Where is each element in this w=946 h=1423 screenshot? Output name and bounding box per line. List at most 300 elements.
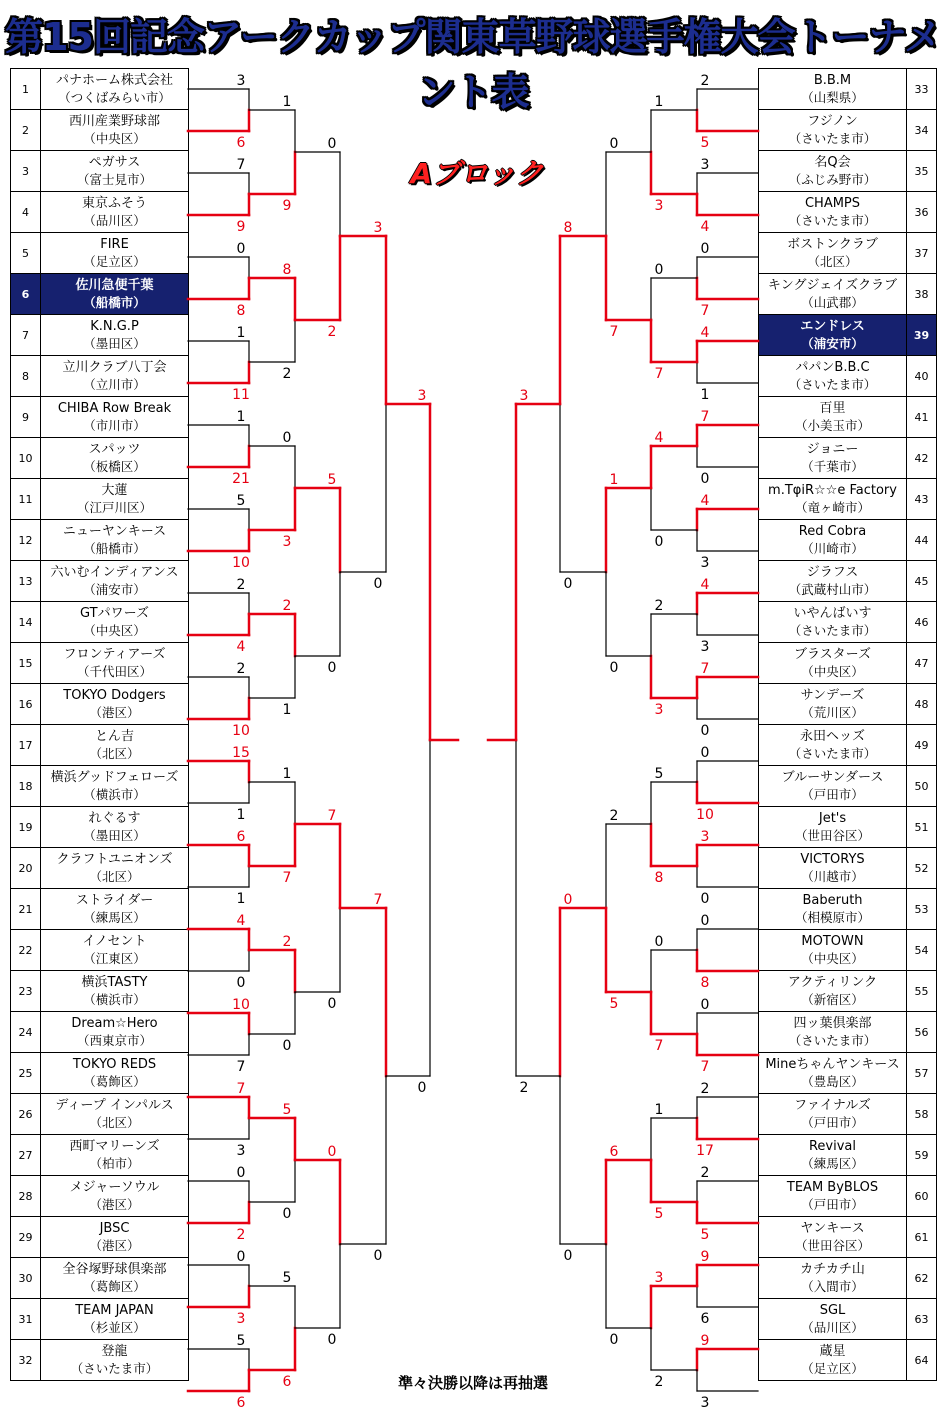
score-label: 2	[282, 934, 292, 950]
score-label: 7	[236, 1059, 246, 1075]
score-label: 2	[700, 1165, 710, 1181]
team-number: 34	[907, 110, 937, 151]
team-name: ストライダー	[75, 893, 154, 908]
team-location: （山梨県）	[801, 90, 864, 105]
team-number: 33	[907, 69, 937, 110]
team-name: キングジェイズクラブ	[767, 278, 898, 293]
team-number: 35	[907, 151, 937, 192]
team-name: K.N.G.P	[90, 319, 139, 334]
score-label: 4	[654, 430, 664, 446]
team-number: 15	[11, 643, 41, 684]
team-location: （さいたま市）	[788, 377, 877, 392]
team-name: Baberuth	[802, 893, 863, 908]
team-number: 57	[907, 1053, 937, 1094]
team-number: 26	[11, 1094, 41, 1135]
team-number: 14	[11, 602, 41, 643]
team-location: （江戸川区）	[76, 500, 152, 515]
team-name: ファイナルズ	[794, 1098, 871, 1113]
score-label: 6	[700, 1311, 710, 1327]
team-name: Red Cobra	[798, 524, 867, 539]
score-label: 5	[654, 1206, 664, 1222]
team-location: （浦安市）	[83, 582, 146, 597]
team-location: （市川市）	[83, 418, 146, 433]
team-location: （横浜市）	[83, 787, 146, 802]
score-label: 2	[519, 1080, 529, 1096]
team-number: 42	[907, 438, 937, 479]
team-name: m.TφiR☆☆e Factory	[768, 483, 897, 498]
team-number: 5	[11, 233, 41, 274]
team-location: （北区）	[89, 1115, 140, 1130]
page-title: 第15回記念アークカップ関東草野球選手権大会トーナメント表	[5, 15, 941, 114]
team-name: 西川産業野球部	[68, 114, 160, 129]
team-number: 62	[907, 1258, 937, 1299]
score-label: 3	[700, 829, 710, 845]
score-label: 0	[373, 1248, 383, 1264]
score-label: 10	[696, 807, 714, 823]
team-number: 19	[11, 807, 41, 848]
team-number: 23	[11, 971, 41, 1012]
score-label: 15	[232, 745, 250, 761]
team-location: （相模原市）	[794, 910, 870, 925]
team-number: 55	[907, 971, 937, 1012]
score-label: 1	[236, 891, 246, 907]
score-label: 2	[282, 366, 292, 382]
score-label: 4	[700, 493, 710, 509]
team-name: パパンB.B.C	[795, 360, 870, 375]
team-name: ディープ インパルス	[55, 1098, 174, 1113]
score-label: 3	[654, 702, 664, 718]
score-label: 2	[700, 1081, 710, 1097]
team-name: ジョニー	[806, 442, 859, 457]
score-label: 5	[282, 1270, 292, 1286]
team-name: ブラスターズ	[794, 647, 871, 662]
score-label: 8	[282, 262, 292, 278]
score-label: 3	[700, 639, 710, 655]
team-location: （板橋区）	[83, 459, 146, 474]
team-name: TEAM ByBLOS	[786, 1180, 879, 1195]
team-name: 百里	[819, 401, 846, 416]
score-label: 0	[236, 241, 246, 257]
team-name: Dream☆Hero	[71, 1016, 158, 1031]
score-label: 8	[563, 220, 573, 236]
score-label: 9	[700, 1333, 710, 1349]
team-location: （船橋市）	[83, 295, 146, 310]
team-number: 16	[11, 684, 41, 725]
team-name: Mineちゃんヤンキース	[765, 1057, 900, 1072]
team-location: （品川区）	[801, 1320, 864, 1335]
score-label: 3	[417, 388, 427, 404]
score-label: 3	[236, 1311, 246, 1327]
score-label: 4	[236, 639, 246, 655]
team-location: （さいたま市）	[70, 1361, 159, 1376]
score-label: 0	[700, 723, 710, 739]
score-label: 9	[282, 198, 292, 214]
score-label: 2	[282, 598, 292, 614]
score-label: 6	[236, 1395, 246, 1411]
score-label: 3	[700, 157, 710, 173]
team-name: 佐川急便千葉	[75, 278, 154, 293]
score-label: 2	[327, 324, 337, 340]
score-label: 9	[700, 1249, 710, 1265]
team-location: （さいたま市）	[788, 746, 877, 761]
score-label: 6	[609, 1144, 619, 1160]
score-label: 7	[654, 1038, 664, 1054]
team-name: 立川クラブ八丁会	[62, 360, 167, 375]
team-location: （葛飾区）	[83, 1074, 146, 1089]
score-label: 11	[232, 387, 250, 403]
score-label: 0	[609, 1332, 619, 1348]
score-label: 3	[700, 1395, 710, 1411]
team-number: 36	[907, 192, 937, 233]
team-location: （千葉市）	[801, 459, 864, 474]
score-label: 21	[232, 471, 250, 487]
score-label: 2	[654, 598, 664, 614]
score-label: 0	[327, 660, 337, 676]
team-name: FIRE	[100, 237, 129, 252]
team-location: （柏市）	[89, 1156, 140, 1171]
score-label: 1	[236, 807, 246, 823]
team-location: （船橋市）	[83, 541, 146, 556]
team-location: （港区）	[89, 705, 140, 720]
score-label: 9	[236, 219, 246, 235]
team-name: 名Q会	[814, 155, 851, 170]
score-label: 4	[700, 325, 710, 341]
team-number: 41	[907, 397, 937, 438]
team-number: 20	[11, 848, 41, 889]
score-label: 0	[609, 136, 619, 152]
score-label: 3	[236, 73, 246, 89]
score-label: 1	[236, 409, 246, 425]
team-number: 8	[11, 356, 41, 397]
score-label: 2	[236, 1227, 246, 1243]
team-number: 52	[907, 848, 937, 889]
team-location: （竜ヶ崎市）	[794, 500, 870, 515]
team-location: （さいたま市）	[788, 131, 877, 146]
team-location: （世田谷区）	[794, 1238, 870, 1253]
score-label: 7	[236, 1081, 246, 1097]
score-label: 1	[654, 1102, 664, 1118]
team-number: 31	[11, 1299, 41, 1340]
team-location: （北区）	[89, 746, 140, 761]
score-label: 0	[700, 913, 710, 929]
team-number: 43	[907, 479, 937, 520]
score-label: 7	[609, 324, 619, 340]
team-name: 横浜TASTY	[81, 975, 148, 990]
team-name: サンデーズ	[800, 688, 865, 703]
team-name: 四ッ葉倶楽部	[793, 1016, 872, 1031]
team-location: （練馬区）	[801, 1156, 864, 1171]
team-name: Revival	[808, 1139, 857, 1154]
team-name: 西町マリーンズ	[69, 1139, 160, 1154]
score-label: 0	[654, 262, 664, 278]
team-location: （横浜市）	[83, 992, 146, 1007]
team-location: （戸田市）	[801, 1115, 864, 1130]
team-number: 40	[907, 356, 937, 397]
score-label: 1	[609, 472, 619, 488]
score-label: 5	[236, 493, 246, 509]
team-name: ペガサス	[88, 155, 141, 170]
team-location: （豊島区）	[801, 1074, 864, 1089]
team-number: 17	[11, 725, 41, 766]
team-location: （荒川区）	[801, 705, 864, 720]
team-location: （中央区）	[801, 664, 864, 679]
score-label: 5	[282, 1102, 292, 1118]
team-number: 30	[11, 1258, 41, 1299]
team-location: （富士見市）	[76, 172, 152, 187]
team-name: カチカチ山	[800, 1262, 865, 1277]
score-label: 0	[282, 1206, 292, 1222]
team-number: 61	[907, 1217, 937, 1258]
score-label: 0	[417, 1080, 427, 1096]
team-number: 6	[11, 274, 41, 315]
team-name: MOTOWN	[801, 934, 864, 949]
team-name: アクティリンク	[787, 975, 878, 990]
team-number: 27	[11, 1135, 41, 1176]
score-label: 1	[282, 94, 292, 110]
score-label: 8	[236, 303, 246, 319]
score-label: 10	[232, 555, 250, 571]
team-location: （千代田区）	[76, 664, 152, 679]
team-number: 48	[907, 684, 937, 725]
score-label: 0	[327, 1144, 337, 1160]
team-name: ボストンクラブ	[787, 237, 878, 252]
team-location: （武蔵村山市）	[788, 582, 877, 597]
team-name: Jet's	[818, 811, 847, 826]
score-label: 0	[654, 934, 664, 950]
team-number: 13	[11, 561, 41, 602]
team-name: VICTORYS	[800, 852, 865, 867]
team-location: （戸田市）	[801, 787, 864, 802]
score-label: 0	[236, 975, 246, 991]
score-label: 10	[232, 997, 250, 1013]
score-label: 3	[282, 534, 292, 550]
team-name: 東京ふそう	[81, 196, 147, 211]
team-number: 1	[11, 69, 41, 110]
team-number: 18	[11, 766, 41, 807]
team-name: ニューヤンキース	[62, 524, 167, 539]
team-number: 51	[907, 807, 937, 848]
team-number: 47	[907, 643, 937, 684]
team-name: イノセント	[82, 934, 147, 949]
score-label: 0	[700, 471, 710, 487]
score-label: 0	[609, 660, 619, 676]
team-location: （品川区）	[83, 213, 146, 228]
score-label: 0	[700, 997, 710, 1013]
score-label: 1	[654, 94, 664, 110]
team-number: 49	[907, 725, 937, 766]
score-label: 3	[654, 1270, 664, 1286]
score-label: 2	[700, 73, 710, 89]
team-number: 21	[11, 889, 41, 930]
score-label: 0	[373, 576, 383, 592]
score-label: 0	[700, 891, 710, 907]
team-name: TOKYO Dodgers	[63, 688, 166, 703]
score-label: 1	[282, 702, 292, 718]
score-label: 4	[700, 219, 710, 235]
team-number: 10	[11, 438, 41, 479]
team-number: 53	[907, 889, 937, 930]
team-location: （足立区）	[83, 254, 146, 269]
score-label: 7	[700, 303, 710, 319]
team-number: 37	[907, 233, 937, 274]
score-label: 7	[700, 661, 710, 677]
score-label: 6	[236, 829, 246, 845]
score-label: 7	[236, 157, 246, 173]
score-label: 7	[700, 409, 710, 425]
score-label: 0	[700, 745, 710, 761]
team-number: 7	[11, 315, 41, 356]
score-label: 5	[236, 1333, 246, 1349]
team-location: （練馬区）	[83, 910, 146, 925]
score-label: 0	[282, 1038, 292, 1054]
score-label: 2	[236, 577, 246, 593]
score-label: 1	[700, 387, 710, 403]
team-name: 六いむインディアンス	[50, 565, 179, 580]
team-number: 3	[11, 151, 41, 192]
team-location: （葛飾区）	[83, 1279, 146, 1294]
team-name: SGL	[819, 1303, 846, 1318]
score-label: 1	[282, 766, 292, 782]
team-name: エンドレス	[800, 319, 865, 334]
team-number: 24	[11, 1012, 41, 1053]
team-name: CHIBA Row Break	[57, 401, 172, 416]
team-name: 永田ヘッズ	[799, 729, 865, 744]
team-location: （江東区）	[83, 951, 146, 966]
team-number: 59	[907, 1135, 937, 1176]
score-label: 3	[519, 388, 529, 404]
team-location: （さいたま市）	[788, 623, 877, 638]
team-location: （世田谷区）	[794, 828, 870, 843]
team-location: （杉並区）	[83, 1320, 146, 1335]
score-label: 0	[236, 1249, 246, 1265]
score-label: 2	[609, 808, 619, 824]
team-name: スパッツ	[88, 442, 141, 457]
score-label: 7	[327, 808, 337, 824]
team-name: 大蓮	[101, 483, 128, 498]
score-label: 7	[700, 1059, 710, 1075]
team-location: （立川市）	[83, 377, 146, 392]
team-name: TEAM JAPAN	[75, 1303, 154, 1318]
team-name: TOKYO REDS	[72, 1057, 157, 1072]
team-location: （川崎市）	[801, 541, 864, 556]
team-name: GTパワーズ	[80, 606, 149, 621]
team-name: 登龍	[101, 1344, 128, 1359]
team-location: （港区）	[89, 1238, 140, 1253]
score-label: 0	[327, 1332, 337, 1348]
team-name: メジャーソウル	[69, 1180, 160, 1195]
score-label: 7	[373, 892, 383, 908]
score-label: 7	[282, 870, 292, 886]
score-label: 4	[700, 577, 710, 593]
team-location: （浦安市）	[801, 336, 864, 351]
team-name: 全谷塚野球倶楽部	[62, 1262, 167, 1277]
score-label: 0	[327, 136, 337, 152]
score-label: 10	[232, 723, 250, 739]
team-name: ブルーサンダース	[781, 770, 884, 785]
bracket-note: 準々決勝以降は再抽選	[397, 1374, 548, 1392]
score-label: 0	[563, 1248, 573, 1264]
team-location: （戸田市）	[801, 1197, 864, 1212]
score-label: 0	[282, 430, 292, 446]
team-name: いやんばいす	[793, 606, 872, 621]
team-number: 64	[907, 1340, 937, 1381]
score-label: 2	[654, 1374, 664, 1390]
score-label: 0	[327, 996, 337, 1012]
team-number: 63	[907, 1299, 937, 1340]
team-number: 9	[11, 397, 41, 438]
team-name: CHAMPS	[804, 196, 861, 211]
team-name: クラフトユニオンズ	[56, 852, 173, 867]
team-number: 4	[11, 192, 41, 233]
team-name: れぐるす	[88, 811, 141, 826]
score-label: 2	[236, 661, 246, 677]
score-label: 5	[700, 1227, 710, 1243]
team-number: 44	[907, 520, 937, 561]
team-number: 39	[907, 315, 937, 356]
score-label: 8	[654, 870, 664, 886]
score-label: 0	[700, 241, 710, 257]
team-location: （新宿区）	[801, 992, 864, 1007]
team-number: 50	[907, 766, 937, 807]
team-number: 28	[11, 1176, 41, 1217]
team-number: 60	[907, 1176, 937, 1217]
team-number: 45	[907, 561, 937, 602]
team-location: （北区）	[89, 869, 140, 884]
team-location: （ふじみ野市）	[788, 172, 877, 187]
score-label: 5	[327, 472, 337, 488]
score-label: 5	[700, 135, 710, 151]
team-location: （港区）	[89, 1197, 140, 1212]
score-label: 1	[236, 325, 246, 341]
team-name: ジラフス	[806, 565, 859, 580]
score-label: 3	[236, 1143, 246, 1159]
score-label: 5	[654, 766, 664, 782]
team-name: フジノン	[807, 114, 858, 129]
team-location: （つくばみらい市）	[58, 90, 171, 105]
team-name: パナホーム株式会社	[55, 73, 173, 88]
team-name: とん吉	[94, 729, 134, 744]
team-number: 25	[11, 1053, 41, 1094]
team-number: 54	[907, 930, 937, 971]
team-location: （墨田区）	[83, 336, 146, 351]
team-location: （小美玉市）	[794, 418, 870, 433]
team-location: （山武郡）	[801, 295, 864, 310]
team-number: 46	[907, 602, 937, 643]
team-number: 22	[11, 930, 41, 971]
team-name: ヤンキース	[800, 1221, 865, 1236]
score-label: 5	[609, 996, 619, 1012]
team-name: 蔵星	[819, 1344, 846, 1359]
score-label: 0	[563, 892, 573, 908]
team-location: （中央区）	[83, 131, 146, 146]
team-number: 58	[907, 1094, 937, 1135]
team-name: フロンティアーズ	[63, 647, 166, 662]
score-label: 6	[236, 135, 246, 151]
score-label: 7	[654, 366, 664, 382]
team-location: （入間市）	[801, 1279, 864, 1294]
score-label: 6	[282, 1374, 292, 1390]
team-location: （川越市）	[801, 869, 864, 884]
team-name: 横浜グッドフェローズ	[50, 770, 179, 785]
score-label: 0	[236, 1165, 246, 1181]
score-label: 17	[696, 1143, 714, 1159]
score-label: 0	[563, 576, 573, 592]
score-label: 4	[236, 913, 246, 929]
team-location: （西東京市）	[76, 1033, 152, 1048]
score-label: 3	[654, 198, 664, 214]
team-number: 56	[907, 1012, 937, 1053]
team-location: （さいたま市）	[788, 1033, 877, 1048]
